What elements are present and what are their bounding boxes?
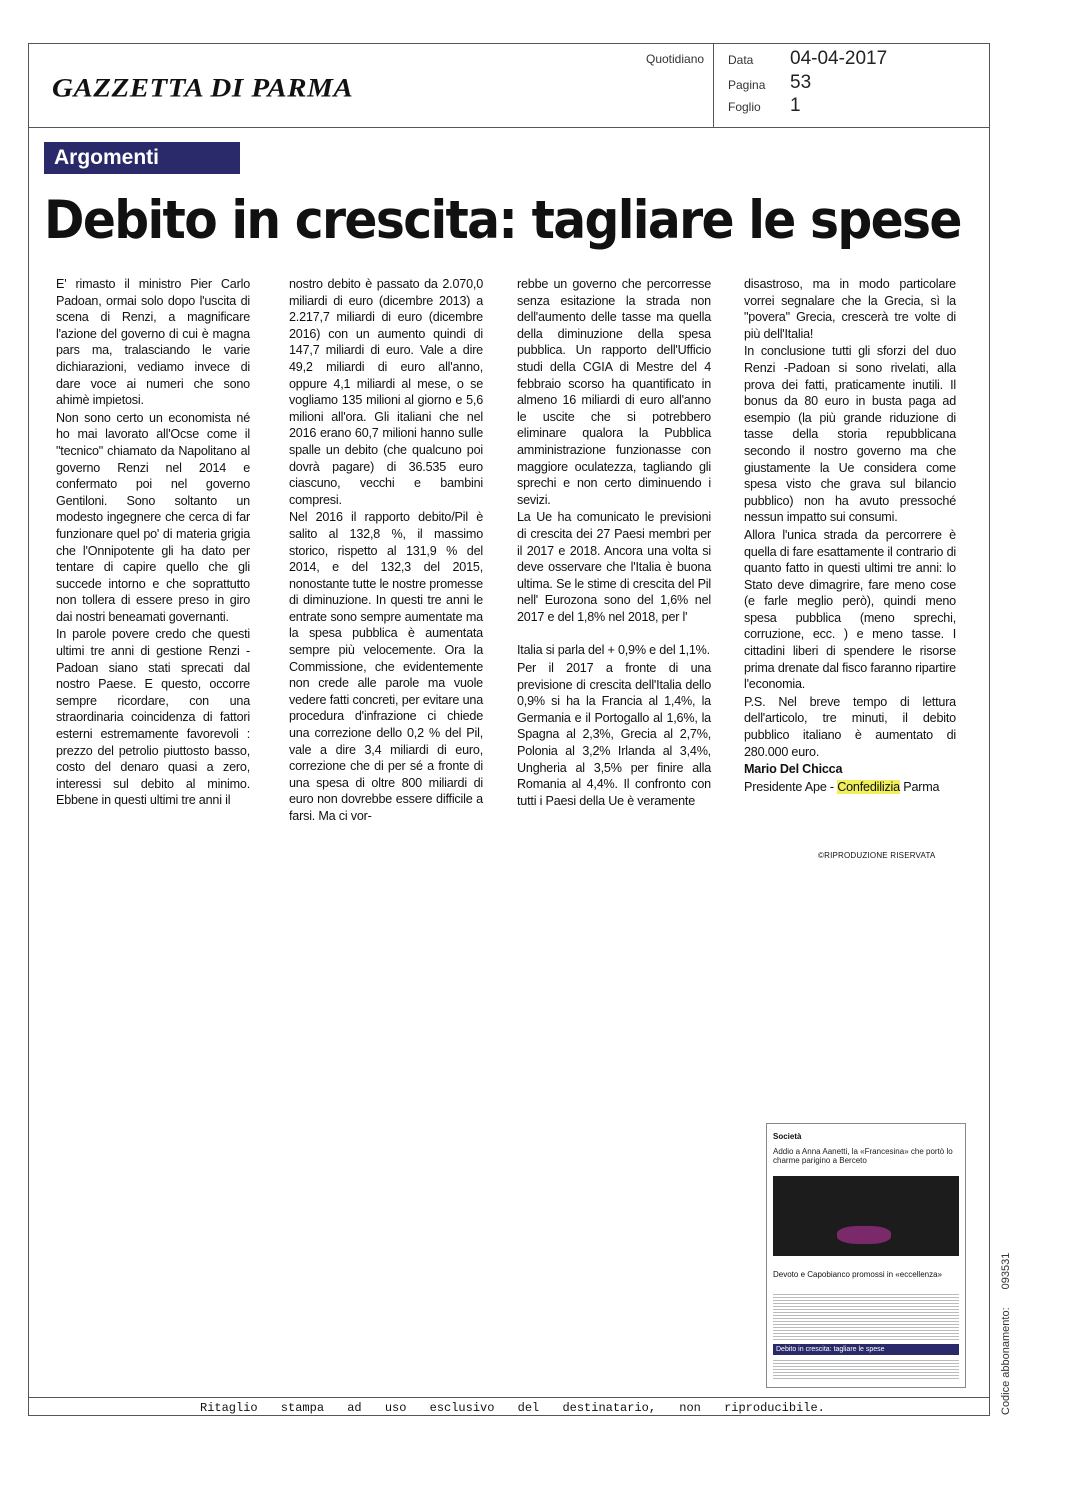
meta-label-pagina: Pagina xyxy=(728,78,766,92)
author-name: Mario Del Chicca xyxy=(744,762,843,777)
paragraph: rebbe un governo che percorresse senza esitazione la strada non dell'aumento delle tasse ma quella della diminuzione della spesa pubblica. Un rapporto dell'Ufficio studi della CGIA di Mestre del 4 febbraio scorso ha quantificato in almeno 16 miliardi di euro all'anno le uscite che si potrebbero eliminare qualora la Pubblica amministrazione funzionasse con maggiore oculatezza, tagliando gli sprechi e non certo diminuendo i sevizi. xyxy=(517,277,711,507)
thumbnail-article-bar: Debito in crescita: tagliare le spese xyxy=(773,1344,959,1355)
paragraph: In conclusione tutti gli sforzi del duo Renzi -Padoan si sono rivelati, alla prova dei fatti, praticamente inutili. Il bonus da 80 euro in busta paga ad esempio (la più grande riduzione di tasse della storia repubblicana secondo il nostro governo ma che giustamente la Ue considera come spesa visto che grava sul bilancio pubblico) non ha avuto pressoché nessun impatto sui consumi. xyxy=(744,344,956,525)
thumbnail-headline-1: Addio a Anna Aanetti, la «Francesina» che portò lo charme parigino a Berceto xyxy=(773,1147,953,1165)
author-role-highlight: Confedilizia xyxy=(837,779,900,794)
author-role-suffix: Parma xyxy=(903,779,940,794)
thumbnail-text-lines-2 xyxy=(773,1358,959,1380)
meta-value-data: 04-04-2017 xyxy=(790,48,888,69)
thumbnail-headline-2: Devoto e Capobianco promossi in «eccellenza» xyxy=(773,1270,942,1279)
author-role xyxy=(744,779,956,796)
paragraph: E' rimasto il ministro Pier Carlo Padoan, ormai solo dopo l'uscita di scena di Renzi, a magnificare l'azione del governo di cui è magna pars ma, tralasciando le varie dichiarazioni, vediamo invece di dare voce ai numeri che sono ahimè impietosi. xyxy=(56,277,250,408)
page-thumbnail xyxy=(766,1123,966,1388)
subscription-code xyxy=(1000,1253,1012,1415)
thumbnail-text-lines xyxy=(773,1292,959,1340)
thumbnail-section: Società xyxy=(773,1132,802,1141)
article-column-1 xyxy=(56,276,250,809)
masthead: GAZZETTA DI PARMA xyxy=(52,73,354,103)
section-kicker: Argomenti xyxy=(44,142,240,174)
thumbnail-photo xyxy=(773,1176,959,1256)
paragraph: disastroso, ma in modo particolare vorrei segnalare che la Grecia, sì la "povera" Grecia, crescerà tre volte di più dell'Italia! xyxy=(744,277,956,341)
meta-label-data: Data xyxy=(728,53,754,67)
paragraph: Per il 2017 a fronte di una previsione di crescita dell'Italia dello 0,9% si ha la Francia al 1,4%, la Germania e il Portogallo al 1,6%, la Spagna al 2,3%, Grecia al 2,7%, Polonia al 3,2% Irlanda al 3,4%, Ungheria al 3,5% per finire alla Romania al 4,4%. Il confronto con tutti i Paesi della Ue è veramente xyxy=(517,661,711,808)
article-column-2 xyxy=(289,276,483,825)
paragraph: Nel 2016 il rapporto debito/Pil è salito al 132,8 %, il massimo storico, rispetto al 131,9 % del 2014, e del 132,3 del 2015, nonostante tutte le nostre promesse di diminuzione. In questi tre anni le entrate sono sempre aumentate ma la spesa pubblica è aumentata sempre più velocemente. Ora la Commissione, che evidentemente non crede alle parole ma vuole vedere fatti concreti, per evitare una procedura d'infrazione ci chiede una correzione dello 0,2 % del Pil, vale a dire 3,4 miliardi di euro, correzione che di per sé a fronte di una spesa di oltre 800 miliardi di euro non dovrebbe essere difficile a farsi. Ma ci vor- xyxy=(289,510,483,823)
article-column-4 xyxy=(744,276,956,795)
paragraph: Italia si parla del + 0,9% e del 1,1%. xyxy=(517,643,710,658)
article-title: Debito in crescita: tagliare le spese xyxy=(44,190,961,251)
paragraph: Allora l'unica strada da percorrere è quella di fare esattamente il contrario di quanto fatto in questi ultimi tre anni: lo Stato deve dimagrire, fare meno cose (e farle meglio però), quindi meno spesa pubblica (meno sprechi, corruzione, ecc. ) e meno tasse. I cittadini liberi di spendere le risorse prima drenate dal fisco faranno ripartire l'economia. xyxy=(744,527,956,692)
footer-notice: Ritaglio stampa ad uso esclusivo del destinatario, non riproducibile. xyxy=(200,1401,825,1415)
reproduction-note: ©RIPRODUZIONE RISERVATA xyxy=(818,851,936,860)
article-column-3 xyxy=(517,276,711,809)
paragraph: P.S. Nel breve tempo di lettura dell'articolo, tre minuti, il debito pubblico italiano è aumentato di 280.000 euro. xyxy=(744,694,956,759)
meta-value-foglio: 1 xyxy=(790,95,801,116)
meta-value-pagina: 53 xyxy=(790,72,812,93)
paragraph: In parole povere credo che questi ultimi tre anni di gestione Renzi - Padoan siano stati sprecati dal nostro Paese. E questo, occorre sempre ricordare, con una straordinaria coincidenza di fattori esterni estremamente favorevoli : prezzo del petrolio piuttosto basso, costo del denaro quasi a zero, interessi sul debito al minimo. Ebbene in questi ultimi tre anni il xyxy=(56,627,250,808)
paragraph: nostro debito è passato da 2.070,0 miliardi di euro (dicembre 2013) a 2.217,7 miliardi di euro (dicembre 2016) con un aumento quindi di 147,7 miliardi di euro. Vale a dire 49,2 miliardi di euro all'anno, oppure 4,1 miliardi al mese, o se vogliamo 135 milioni al giorno e 5,6 milioni all'ora. Gli italiani che nel 2016 erano 60,7 milioni hanno sulle spalle un debito (che qualcuno poi dovrà pagare) di 36.535 euro ciascuno, vecchi e bambini compresi. xyxy=(289,277,483,507)
author-role-prefix: Presidente Ape - xyxy=(744,779,834,794)
subscription-number: 093531 xyxy=(1000,1252,1012,1290)
periodicity: Quotidiano xyxy=(646,52,705,66)
paragraph: La Ue ha comunicato le previsioni di crescita dei 27 Paesi membri per il 2017 e 2018. Ancora una volta si deve osservare che l'Italia è buona ultima. Se le stime di crescita del Pil nell' Eurozona sono del 1,6% nel 2017 e del 1,8% nel 2018, per l' xyxy=(517,510,711,624)
paragraph: Non sono certo un economista né ho mai lavorato all'Ocse come il "tecnico" chiamato da Napolitano al governo Renzi nel 2014 e confermato poi nel governo Gentiloni. Sono soltanto un modesto ingegnere che cerca di far funzionare quel po' di materia grigia che l'Onnipotente gli ha dato per tentare di capire quello che gli succede intorno e che soprattutto non tollera di essere preso in giro dai nostri beneamati governanti. xyxy=(56,410,250,624)
subscription-label: Codice abbonamento: xyxy=(1000,1307,1012,1415)
meta-label-foglio: Foglio xyxy=(728,100,761,114)
